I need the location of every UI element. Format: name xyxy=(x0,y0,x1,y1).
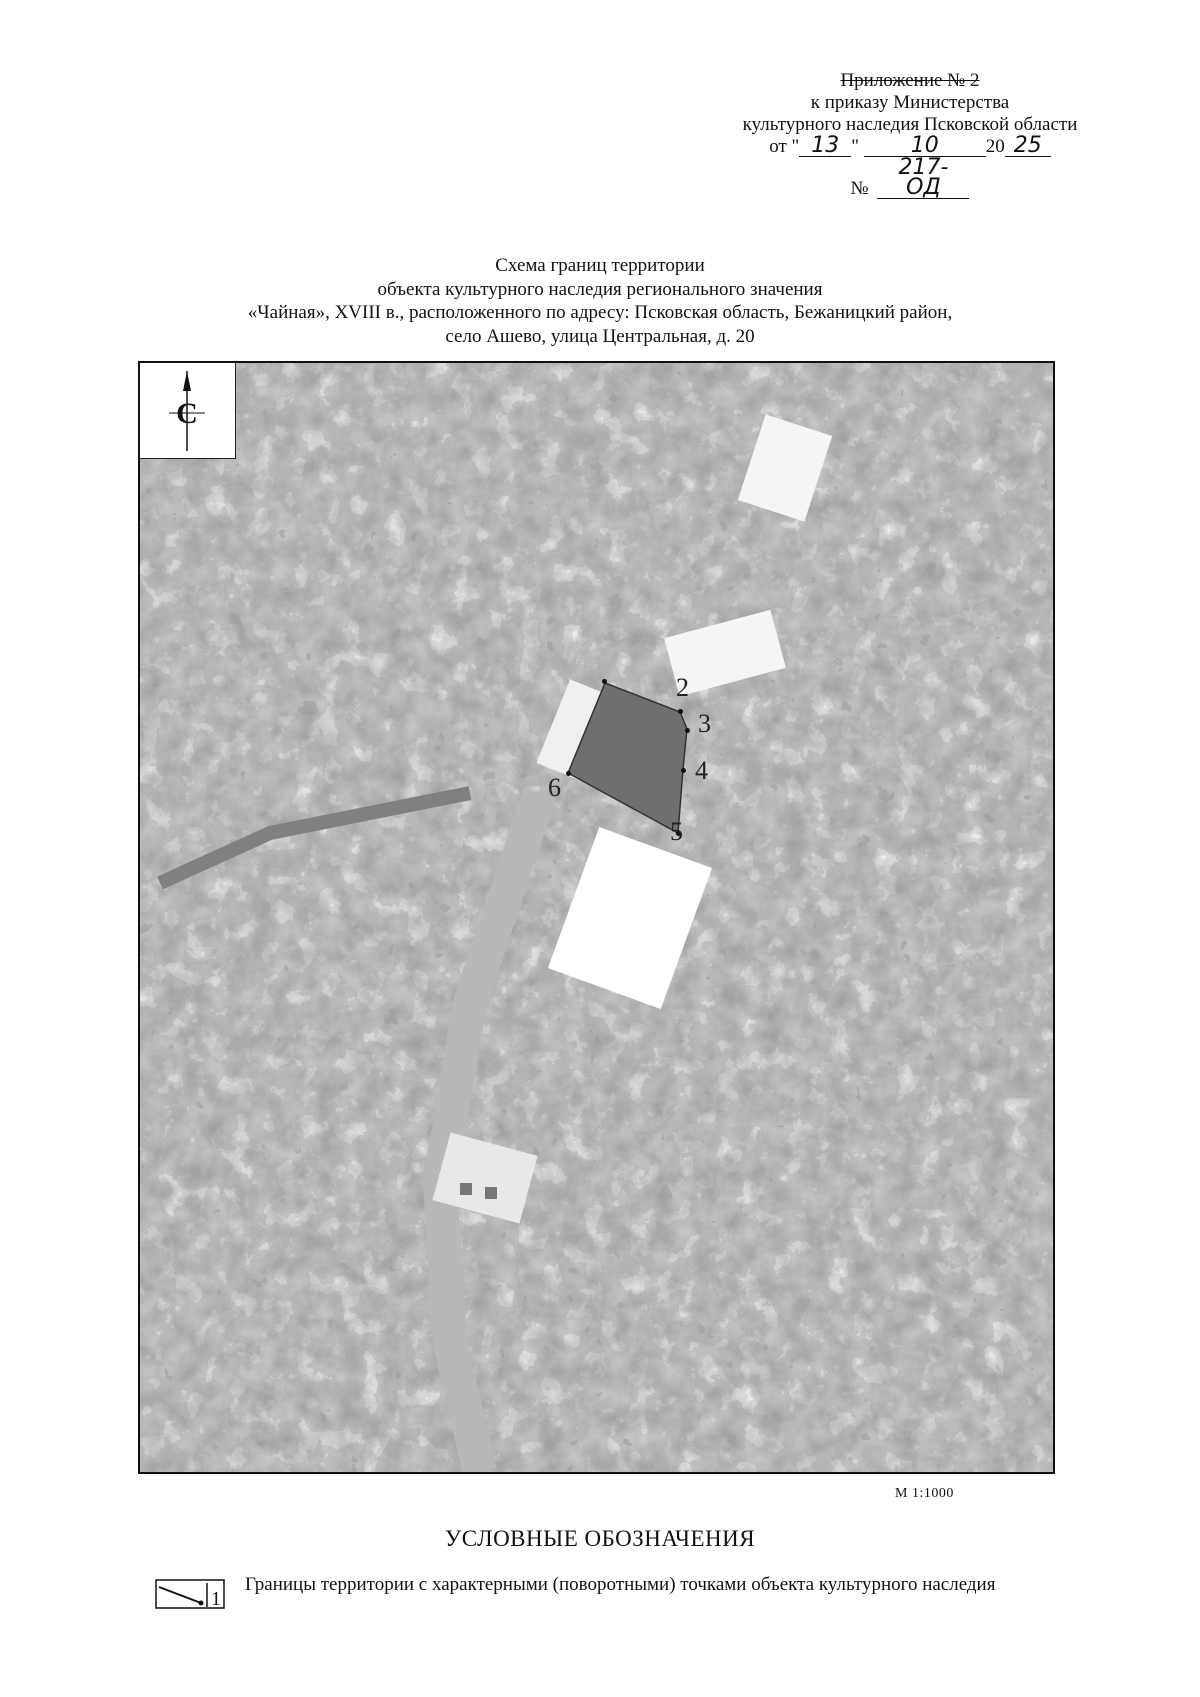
point-2-label: 2 xyxy=(676,673,689,702)
appendix-ministry-line: культурного наследия Псковской области xyxy=(742,114,1078,135)
document-title xyxy=(120,254,1080,348)
date-year: 25 xyxy=(1005,136,1051,157)
legend-symbol-label: 1 xyxy=(211,1588,221,1609)
aerial-map xyxy=(138,361,1055,1474)
date-year-prefix: 20 xyxy=(985,136,1005,157)
north-arrow xyxy=(140,363,236,459)
point-6-label: 6 xyxy=(548,773,561,802)
aerial-photo xyxy=(140,363,1053,1472)
title-line-1: Схема границ территории xyxy=(495,255,705,276)
appendix-number-line xyxy=(720,155,1100,200)
date-prefix: от " xyxy=(769,136,800,157)
point-3 xyxy=(685,728,690,733)
point-4 xyxy=(681,768,686,773)
title-line-3: «Чайная», XVIII в., расположенного по адресу: Псковская область, Бежаницкий район, xyxy=(247,302,953,323)
point-2 xyxy=(678,709,683,714)
compass-letter: С xyxy=(176,397,198,430)
legend-title: УСЛОВНЫЕ ОБОЗНАЧЕНИЯ xyxy=(444,1526,756,1551)
window xyxy=(485,1187,497,1199)
number-prefix: № xyxy=(850,178,869,199)
window xyxy=(460,1183,472,1195)
title-line-4: село Ашево, улица Центральная, д. 20 xyxy=(445,325,755,347)
date-quote: " xyxy=(851,136,860,157)
point-3-label: 3 xyxy=(698,709,711,738)
point-1 xyxy=(602,679,607,684)
date-month: 10 xyxy=(864,136,986,157)
legend-symbol xyxy=(155,1579,225,1609)
appendix-order-line: к приказу Министерства xyxy=(810,92,1010,113)
date-day: 13 xyxy=(799,136,851,157)
appendix-title: Приложение № 2 xyxy=(840,70,980,91)
compass-icon xyxy=(140,363,235,458)
legend-description: Границы территории с характерными (поворотными) точками объекта культурного наследия xyxy=(245,1574,996,1595)
appendix-block xyxy=(720,70,1100,200)
order-number: 217-ОД xyxy=(877,158,969,199)
point-4-label: 4 xyxy=(695,756,708,785)
point-5-label: 5 xyxy=(670,817,683,846)
title-line-2: объекта культурного наследия регионального значения xyxy=(377,278,823,300)
map-scale: М 1:1000 xyxy=(895,1486,954,1501)
boundary-line-icon xyxy=(155,1579,225,1609)
point-6 xyxy=(566,771,571,776)
